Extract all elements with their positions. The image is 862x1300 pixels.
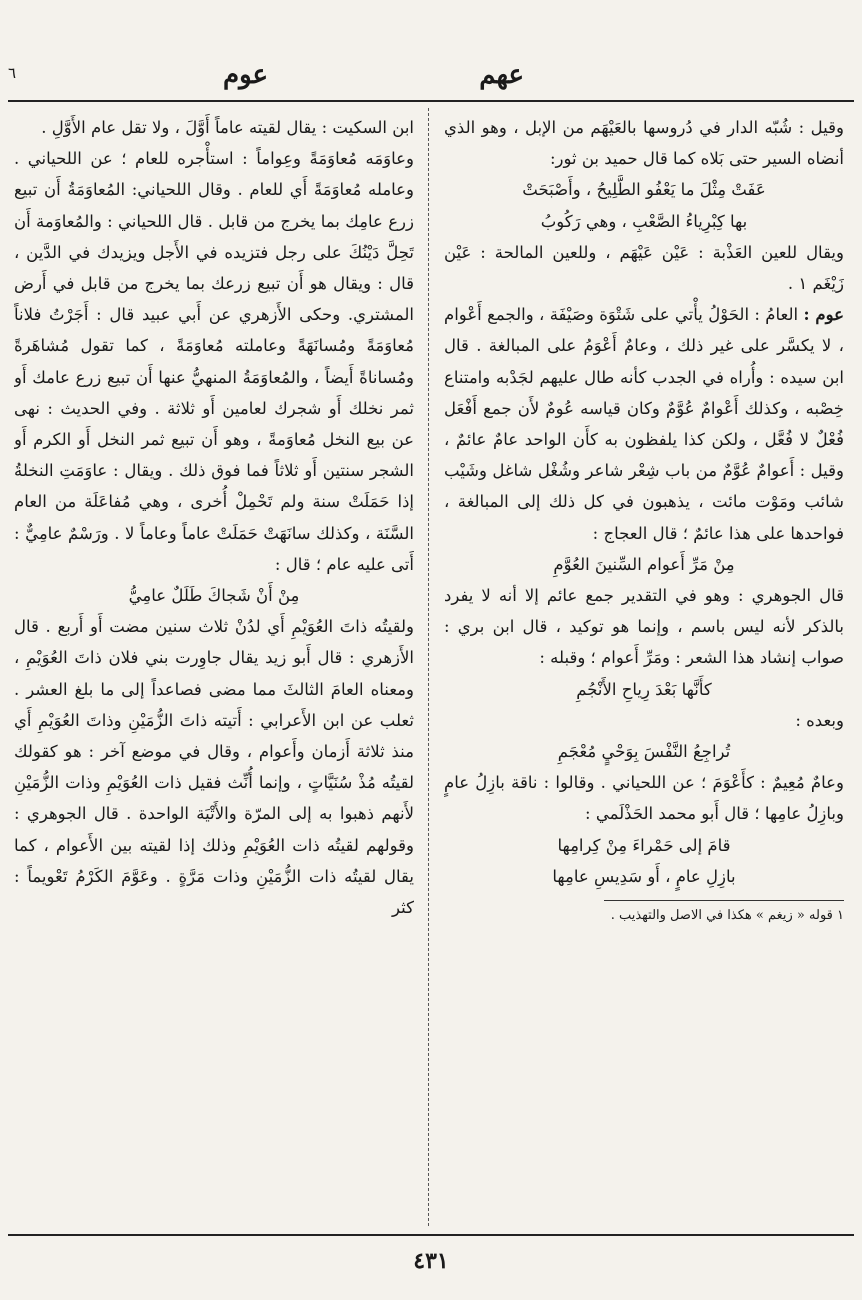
paragraph: ويقال للعين العَذْبة : عَيْن عَيْهَم ، وللعين المالحة : عَيْن زَيْغَم ١ . — [444, 242, 844, 294]
verse-line: قامَ إلى حَمْراءَ مِنْ كِرامِها — [557, 835, 731, 855]
entry-word: عوم : — [803, 305, 844, 325]
left-column — [14, 112, 414, 1222]
verse-line: بازِلِ عامٍ ، أَو سَدِيسِ عامِها — [552, 866, 736, 886]
paragraph: وعامٌ مُعِيمٌ : كأَعْوَمَ ؛ عن اللحياني . وقالوا : ناقة بازِلُ عامٍ وبازِلُ عامِها ؛ قال أَبو محمد الحَذْلَمي : — [444, 773, 844, 824]
right-headword: عهم — [479, 60, 524, 90]
verse-line: مِنْ مَرِّ أَعوام السِّنينَ العُوَّمِ — [553, 554, 735, 574]
entry-paragraph — [444, 299, 844, 549]
verse-line: بها كِبْرِياءُ الصَّعْبِ ، وهي رَكُوبُ — [540, 211, 748, 231]
footnote-rule — [604, 900, 844, 901]
paragraph: وبعده : — [795, 710, 844, 730]
page-header — [8, 58, 854, 98]
paragraph: قال الجوهري : وهو في التقدير جمع عائم إلا أنه لا يفرد بالذكر لأنه ليس باسم ، وإنما هو توكيد ، قال ابن بري : صواب إنشاد هذا الشعر : ومَرِّ أَعوام ؛ وقبله : — [444, 586, 844, 668]
verse-line: مِنْ أَنْ شَجاكَ طَلَلٌ عامِيُّ — [128, 586, 300, 606]
volume-mark: ٦ — [8, 64, 17, 82]
header-rule — [8, 100, 854, 102]
left-headword: عوم — [223, 60, 269, 90]
column-divider — [428, 108, 429, 1226]
verse-line: عَفَتْ مِثْلَ ما يَعْفُو الطَّلِيحُ ، وأَصْبَحَتْ — [522, 180, 766, 200]
paragraph: ولقيتُه ذاتَ العُوَيْمِ أَي لدُنْ ثلاث سنين مضت أَو أَربع . قال الأَزهري : قال أَبو زيد يقال جاوِرت بني فلان ذاتَ العُوَيْمِ ، ومعناه العامَ الثالثَ مما مضى فصاعداً إلى ما بلغ العشر . ثعلب عن ابن الأَعرابي : أَتيته ذاتَ الزُّمَيْنِ وذاتَ العُوَيْمِ أَي منذ ثلاثة أَزمان وأَعوام ، وقال في موضع آخر : هو كقولك لقيتُه مُذْ سُنَيَّاتٍ ، وإنما أُنِّث فقيل ذات العُوَيْمِ وذات الزُّمَيْنِ لأَنهم ذهبوا به إلى المرّة والأَتْيَة الواحدة . قال الجوهري : وقولهم لقيتُه ذات العُوَيْمِ وذلك إذا لقيته بين الأَعوام ، كما يقال لقيتُه ذات الزُّمَيْنِ وذات مَرَّةٍ . وعَوَّمَ الكَرْمُ تَعْويماً : كثر — [14, 617, 414, 918]
paragraph: ابن السكيت : يقال لقيته عاماً أَوَّلَ ، ولا تقل عام الأَوَّلِ . — [41, 118, 414, 137]
footer-rule — [8, 1234, 854, 1236]
page-number: ٤٣١ — [413, 1248, 449, 1274]
paragraph: وعاوَمَه مُعاوَمَةً وعِواماً : استأْجره للعام ؛ عن اللحياني . وعامله مُعاوَمَةً أَي للعام . وقال اللحياني: المُعاوَمَةُ أَن تبيع زرع عامِك بما يخرج من قابل . قال اللحياني : والمُعاوَمة أَن تَحِلَّ دَيْنُكَ على رجل فتزيده في الأَجل ويزيدك في الدَّين ، قال : ويقال هو أَن تبيع زرعك بما يخرج من قابل في أَرض المشتري. وحكى الأَزهري عن أَبي عبيد قال : أَجَرْتُ فلاناً مُعاوَمَةً ومُسانَهَةً وعاملته مُعاوَمَةً ، كما تقول مُشاهَرةً ومُساناةً أَيضاً ، والمُعاوَمَةُ المنهيُّ عنها أَن تبيع زرع عامك أَو ثمر نخلك أَو شجرك لعامين أَو ثلاثة . وفي الحديث : نهى عن بيع النخل مُعاوَمةً ، وهو أَن تبيع ثمر النخل أَو الكرم أَو الشجر سنتين أَو ثلاثاً فما فوق ذلك . ويقال : عاوَمَتِ النخلةُ إذا حَمَلَتْ سنة ولم تَحْمِلْ أُخرى ، وهي مُفاعَلَة من العام السَّنَة ، وكذلك سانَهَتْ حَمَلَتْ عاماً وعاماً لا . ورَسْمٌ عامِيٌّ : أَتى عليه عام ؛ قال : — [14, 149, 414, 574]
verse-line: تُراجِعُ النَّفْسَ بِوَحْيٍ مُعْجَمِ — [557, 742, 731, 762]
verse-line: كأَنَّها بَعْدَ رِياحِ الأَنْجُمِ — [576, 679, 712, 699]
paragraph: وقيل : شُبّه الدار في دُروسها بالعَيْهَم من الإبل ، وهو الذي أنضاه السير حتى بَلاه كما قال حميد بن ثور: — [444, 118, 844, 169]
right-column — [444, 112, 844, 1222]
entry-text: العامُ : الحَوْلُ يأْتي على شَتْوَة وصَيْفَة ، والجمع أَعْوام ، لا يكسَّر على غير ذلك ، وعامٌ أَعْوَمُ على المبالغة . قال ابن سيده : وأُراه في الجدب كأنه طال عليهم لجَدْبه وامتناع خِصْبه ، وكذلك أَعْوامٌ عُوَّمٌ وكان قياسه عُومٌ لأَن جمع أَفْعَل فُعْلٌ لا فُعَّل ، ولكن كذا يلفظون به كأَن الواحد عامٌ عائمٌ ، وقيل : أَعوامٌ عُوَّمٌ من باب شِعْر شاعر وشُغْل شاغل وشَيْب شائب ومَوْت مائت ، يذهبون في كل ذلك إلى المبالغة ، فواحدها على هذا عائمٌ ؛ قال العجاج : — [444, 305, 844, 543]
footnote: ١ قوله « زيغم » هكذا في الاصل والتهذيب . — [610, 908, 844, 924]
